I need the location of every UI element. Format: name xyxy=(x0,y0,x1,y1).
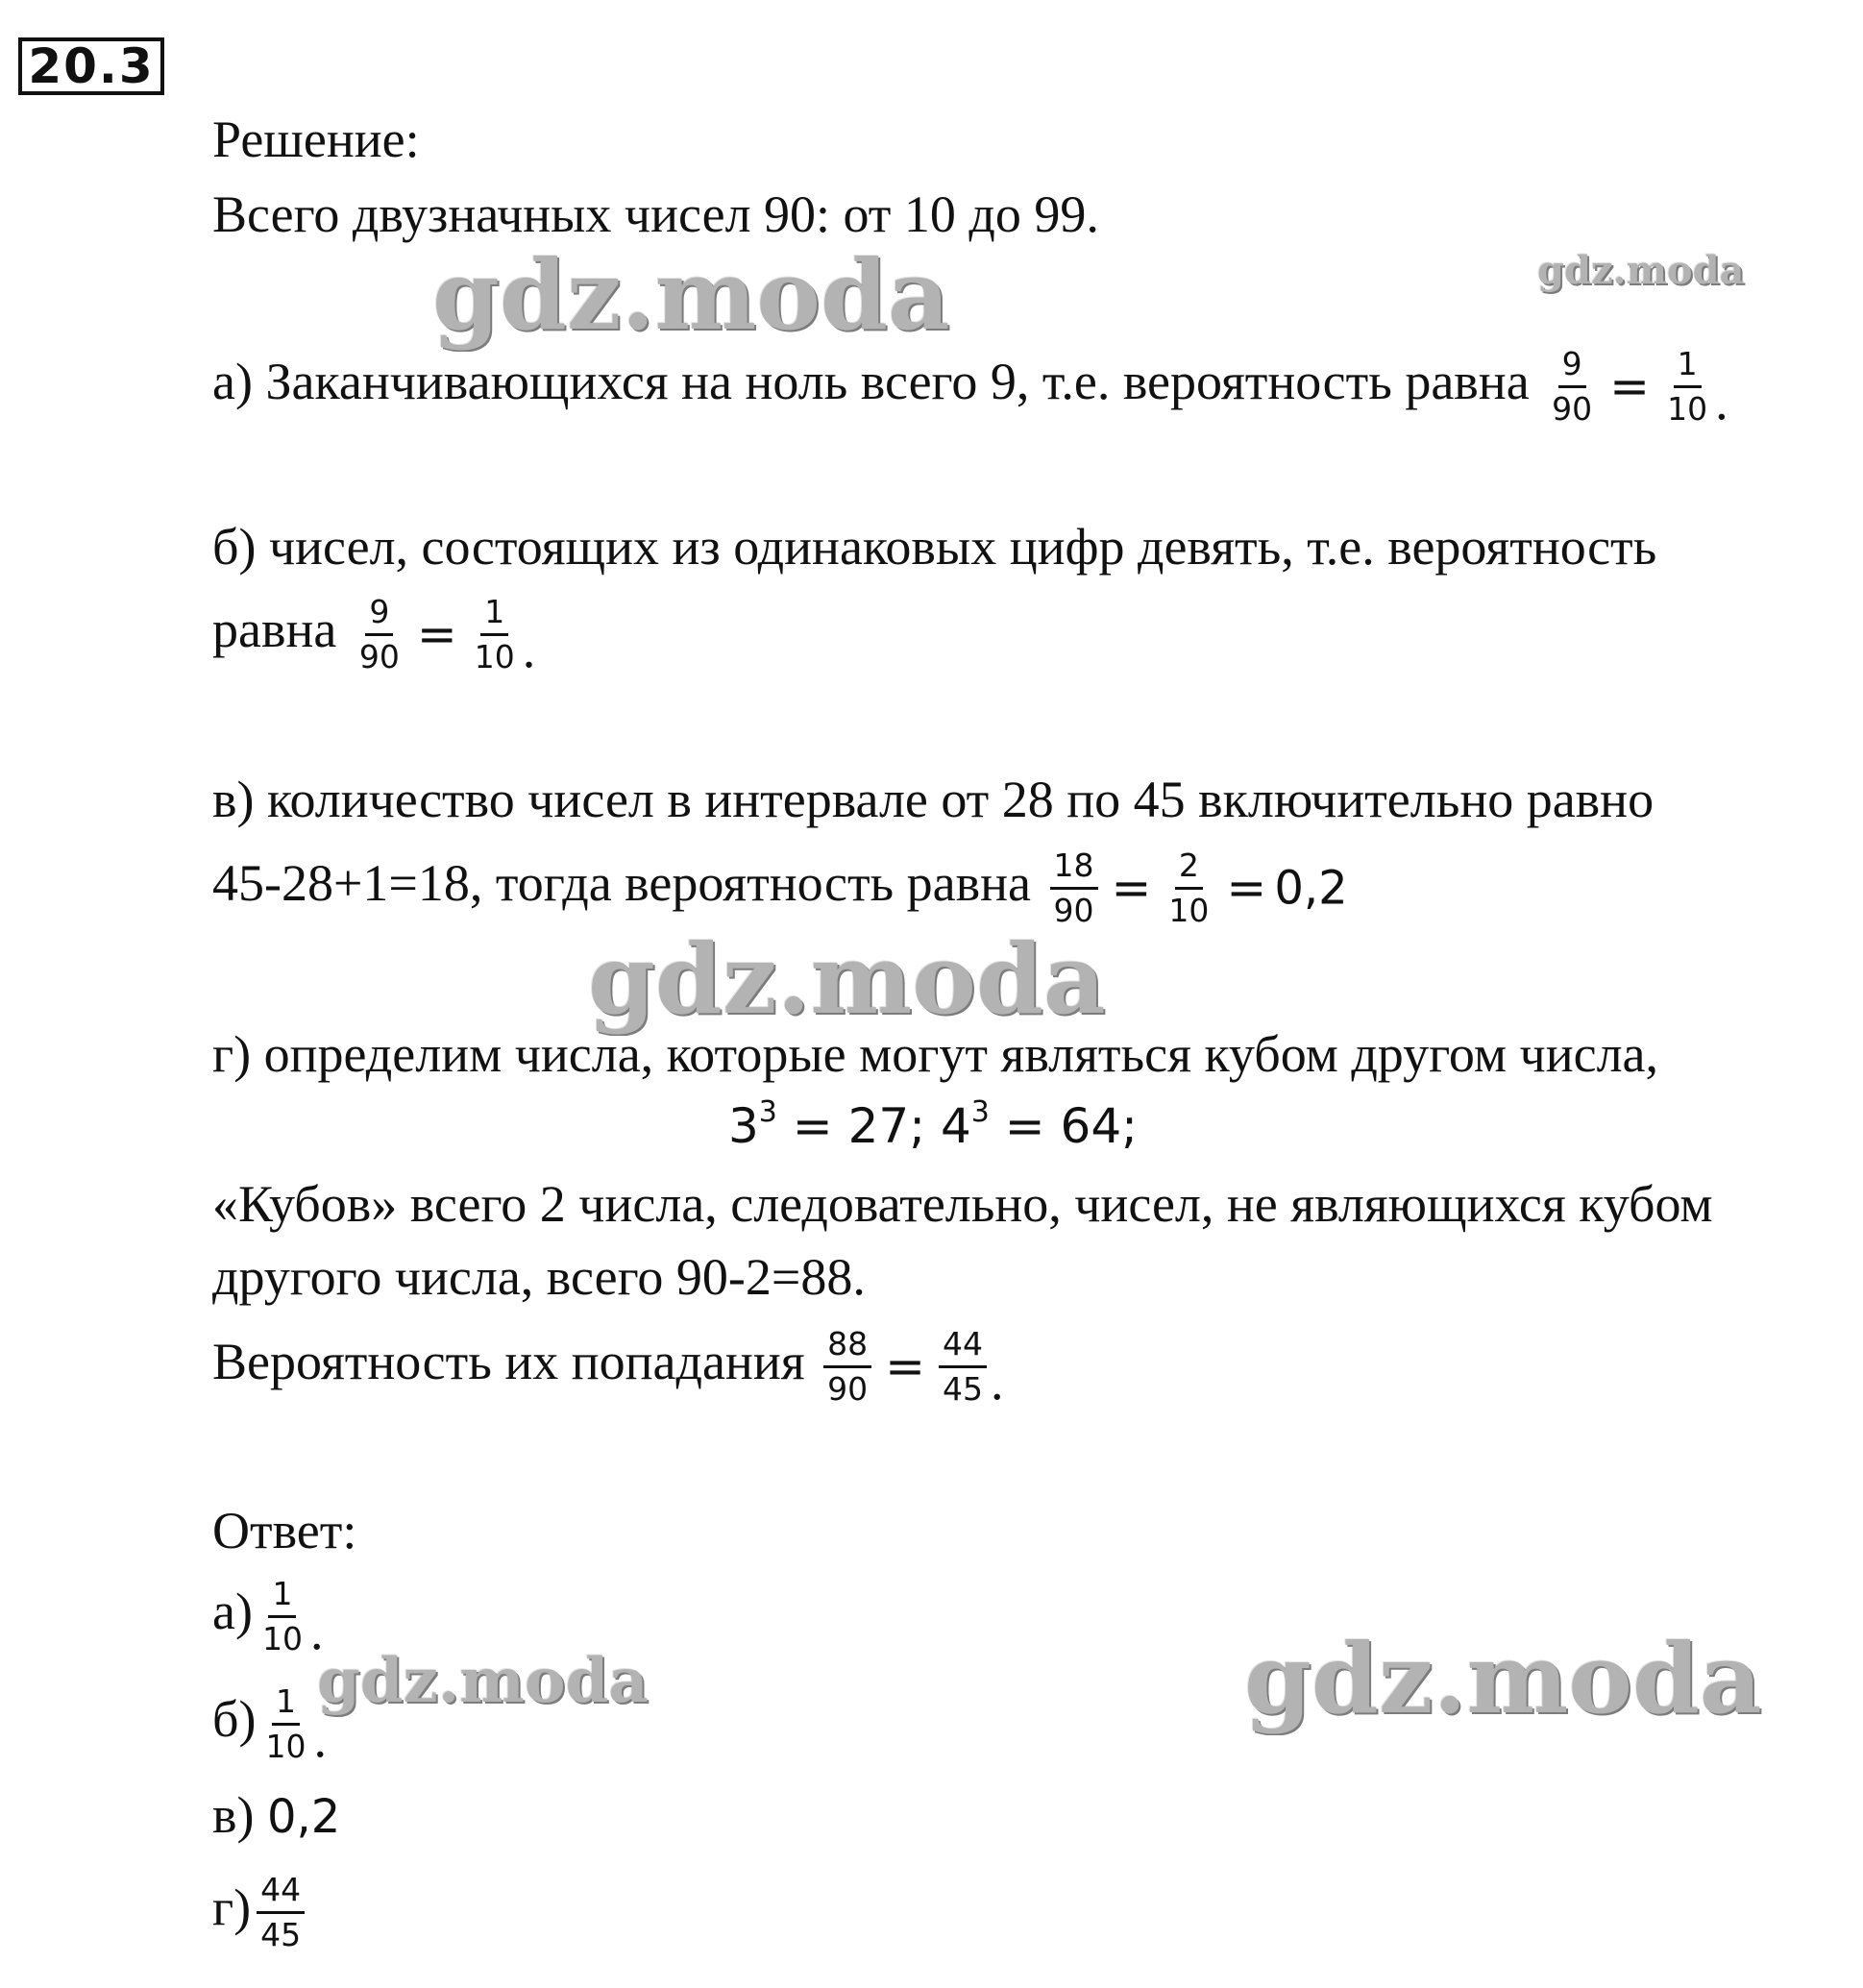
cube-equation: $3^3 = 27$; $4^3 = 64$; xyxy=(727,1095,1138,1154)
part-a-fraction-1: $\frac{9}{90}$ xyxy=(1552,345,1593,428)
part-b-fraction-1: $\frac{9}{90}$ xyxy=(358,593,400,675)
part-a-fraction-2: $\frac{1}{10}$ xyxy=(1667,345,1708,428)
part-g-line-3: «Кубов» всего 2 числа, следовательно, чисел, не являющихся кубом xyxy=(212,1175,1713,1233)
part-g-line-4: другого числа, всего 90-2=88. xyxy=(212,1248,866,1306)
watermark-logo: gdz.moda xyxy=(317,1645,649,1717)
watermark-logo: gdz.moda xyxy=(1537,248,1745,293)
part-a: а) Заканчивающихся на ноль всего 9, т.е. вероятность равна $\frac{9}{90}$ = $\frac{1}{10}$ . xyxy=(212,345,1728,430)
solution-label: Решение: xyxy=(212,110,420,168)
answer-label: Ответ: xyxy=(212,1502,357,1559)
watermark-logo: gdz.moda xyxy=(1244,1622,1762,1735)
part-v-line-2: 45-28+1=18, тогда вероятность равна $\frac{18}{90}$ = $\frac{2}{10}$ = 0,2 xyxy=(212,847,1348,929)
answer-g: г) $\frac{44}{45}$ xyxy=(212,1872,310,1953)
part-g-line-5: Вероятность их попадания $\frac{88}{90}$ = $\frac{44}{45}$ . xyxy=(212,1325,1004,1411)
part-v-fraction-1: $\frac{18}{90}$ xyxy=(1050,847,1098,929)
answer-a: а) $\frac{1}{10}$ . xyxy=(212,1575,324,1660)
part-g-fraction-2: $\frac{44}{45}$ xyxy=(939,1326,987,1408)
answer-b-fraction: $\frac{1}{10}$ xyxy=(265,1682,306,1765)
problem-number: 20.3 xyxy=(18,37,164,95)
watermark-logo: gdz.moda xyxy=(588,922,1106,1036)
part-b-line-2: равна $\frac{9}{90}$ = $\frac{1}{10}$ . xyxy=(212,593,536,678)
answer-a-fraction: $\frac{1}{10}$ xyxy=(261,1575,303,1657)
part-v-fraction-2: $\frac{2}{10}$ xyxy=(1168,847,1210,929)
answer-b: б) $\frac{1}{10}$ . xyxy=(212,1682,327,1768)
intro-text: Всего двузначных чисел 90: от 10 до 99. xyxy=(212,185,1099,243)
part-a-text: а) Заканчивающихся на ноль всего 9, т.е. вероятность равна xyxy=(212,352,1530,410)
part-v-result: 0,2 xyxy=(1274,861,1348,916)
part-v-line-1: в) количество чисел в интервале от 28 по 45 включительно равно xyxy=(212,771,1655,828)
part-b-fraction-2: $\frac{1}{10}$ xyxy=(474,593,515,675)
part-g-line-1: г) определим числа, которые могут являться кубом другом числа, xyxy=(212,1025,1658,1083)
watermark-logo: gdz.moda xyxy=(432,238,950,352)
answer-v: в) 0,2 xyxy=(212,1786,341,1844)
part-b-line-1: б) чисел, состоящих из одинаковых цифр девять, т.е. вероятность xyxy=(212,518,1657,576)
answer-g-fraction: $\frac{44}{45}$ xyxy=(257,1872,305,1953)
part-g-fraction-1: $\frac{88}{90}$ xyxy=(823,1326,871,1408)
